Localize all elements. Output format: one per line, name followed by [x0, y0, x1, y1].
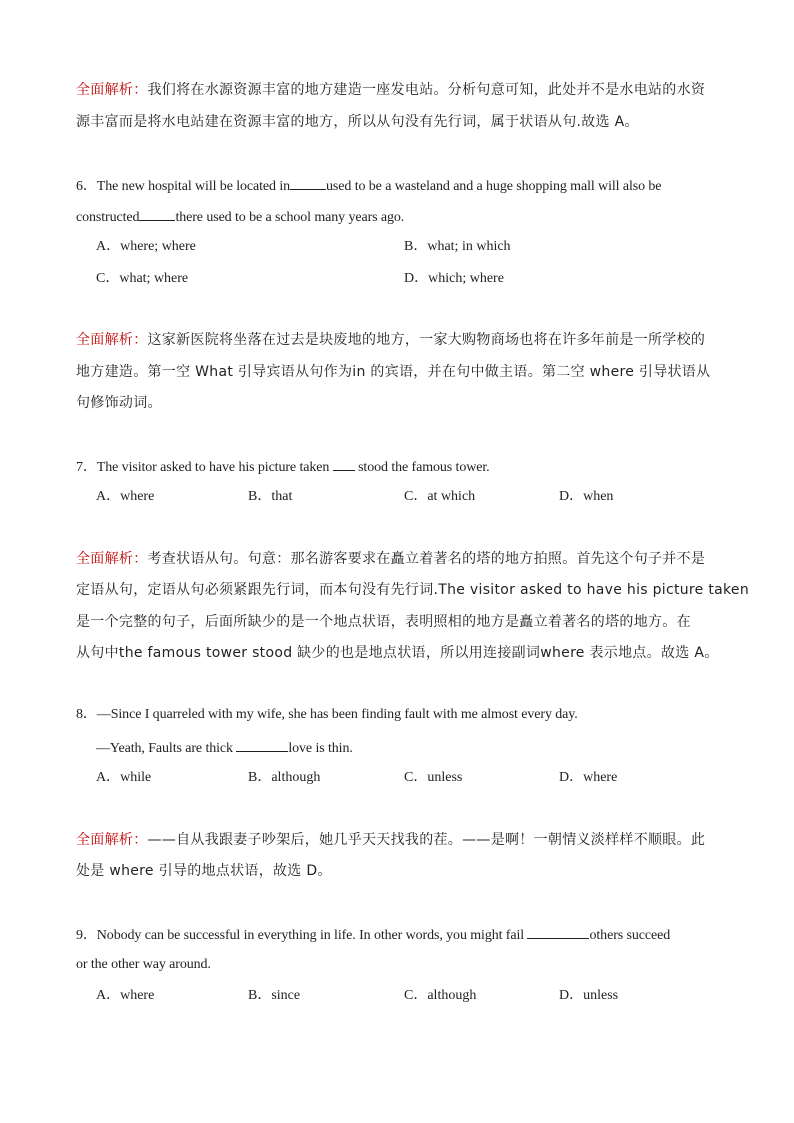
analysis-label: 全面解析： — [76, 551, 148, 567]
question-text: —Yeath, Faults are thick — [96, 741, 233, 756]
q9-option-d: D．unless — [559, 988, 619, 1003]
q6-option-b: B．what; in which — [404, 239, 511, 254]
question-text: 7．The visitor asked to have his picture taken — [76, 460, 330, 475]
question-text: there used to be a school many years ago. — [175, 210, 405, 225]
question-text: 6．The new hospital will be located in — [76, 179, 291, 194]
analysis-7-line-4: 从句中the famous tower stood 缺少的也是地点状语，所以用连接副词where 表示地点。故选 A。 — [76, 645, 719, 661]
q8-option-b: B．although — [248, 770, 321, 785]
q9-option-b: B．since — [248, 988, 301, 1003]
answer-blank — [236, 737, 288, 752]
q9-option-a: A．where — [96, 988, 155, 1003]
question-text: used to be a wasteland and a huge shopping mall will also be — [326, 179, 662, 194]
q8-option-c: C．unless — [404, 770, 463, 785]
analysis-text: 考查状语从句。句意：那名游客要求在矗立着著名的塔的地方拍照。首先这个句子并不是 — [147, 551, 706, 567]
q6-option-a: A．where; where — [96, 239, 196, 254]
analysis-7-line-2: 定语从句，定语从句必须紧跟先行词，而本句没有先行词.The visitor asked to have his picture taken — [76, 582, 750, 598]
question-text: others succeed — [589, 928, 671, 943]
q6-option-d: D．which; where — [404, 271, 504, 286]
question-text: stood the famous tower. — [358, 460, 490, 475]
analysis-7-line-3: 是一个完整的句子，后面所缺少的是一个地点状语，表明照相的地方是矗立着著名的塔的地方。在 — [76, 614, 691, 630]
analysis-5-line-1 — [76, 80, 705, 100]
question-text: love is thin. — [288, 741, 353, 756]
analysis-7-line-1 — [76, 549, 705, 569]
q6-option-c: C．what; where — [96, 271, 189, 286]
question-7-line-1 — [76, 456, 490, 478]
analysis-5-line-2: 源丰富而是将水电站建在资源丰富的地方，所以从句没有先行词，属于状语从句.故选 A。 — [76, 114, 639, 130]
analysis-6-line-1 — [76, 330, 705, 350]
analysis-6-line-3: 句修饰动词。 — [76, 395, 162, 411]
analysis-label: 全面解析： — [76, 82, 148, 98]
answer-blank — [139, 206, 175, 221]
question-8-line-2 — [96, 737, 353, 759]
answer-blank — [333, 456, 355, 471]
analysis-8-line-1 — [76, 830, 705, 850]
answer-blank — [290, 175, 326, 190]
answer-blank — [527, 924, 589, 939]
q8-option-a: A．while — [96, 770, 152, 785]
analysis-text: ——自从我跟妻子吵架后，她几乎天天找我的茬。——是啊！一朝情义淡样样不顺眼。此 — [147, 832, 706, 848]
analysis-label: 全面解析： — [76, 832, 148, 848]
question-6-line-2 — [76, 206, 404, 228]
analysis-6-line-2: 地方建造。第一空 What 引导宾语从句作为in 的宾语，并在句中做主语。第二空 where 引导状语从 — [76, 364, 711, 380]
question-6-line-1 — [76, 175, 661, 197]
question-text: constructed — [76, 210, 140, 225]
question-9-line-2: or the other way around. — [76, 957, 211, 972]
question-9-line-1 — [76, 924, 670, 946]
analysis-text: 这家新医院将坐落在过去是块废地的地方，一家大购物商场也将在许多年前是一所学校的 — [147, 332, 706, 348]
q7-option-d: D．when — [559, 489, 614, 504]
analysis-label: 全面解析： — [76, 332, 148, 348]
q7-option-b: B．that — [248, 489, 293, 504]
analysis-8-line-2: 处是 where 引导的地点状语，故选 D。 — [76, 863, 332, 879]
analysis-text: 我们将在水源资源丰富的地方建造一座发电站。分析句意可知，此处并不是水电站的水资 — [147, 82, 706, 98]
q7-option-c: C．at which — [404, 489, 476, 504]
q7-option-a: A．where — [96, 489, 155, 504]
q8-option-d: D．where — [559, 770, 618, 785]
question-8-line-1: 8．—Since I quarreled with my wife, she has been finding fault with me almost every day. — [76, 707, 578, 722]
q9-option-c: C．although — [404, 988, 477, 1003]
question-text: 9．Nobody can be successful in everything in life. In other words, you might fail — [76, 928, 525, 943]
